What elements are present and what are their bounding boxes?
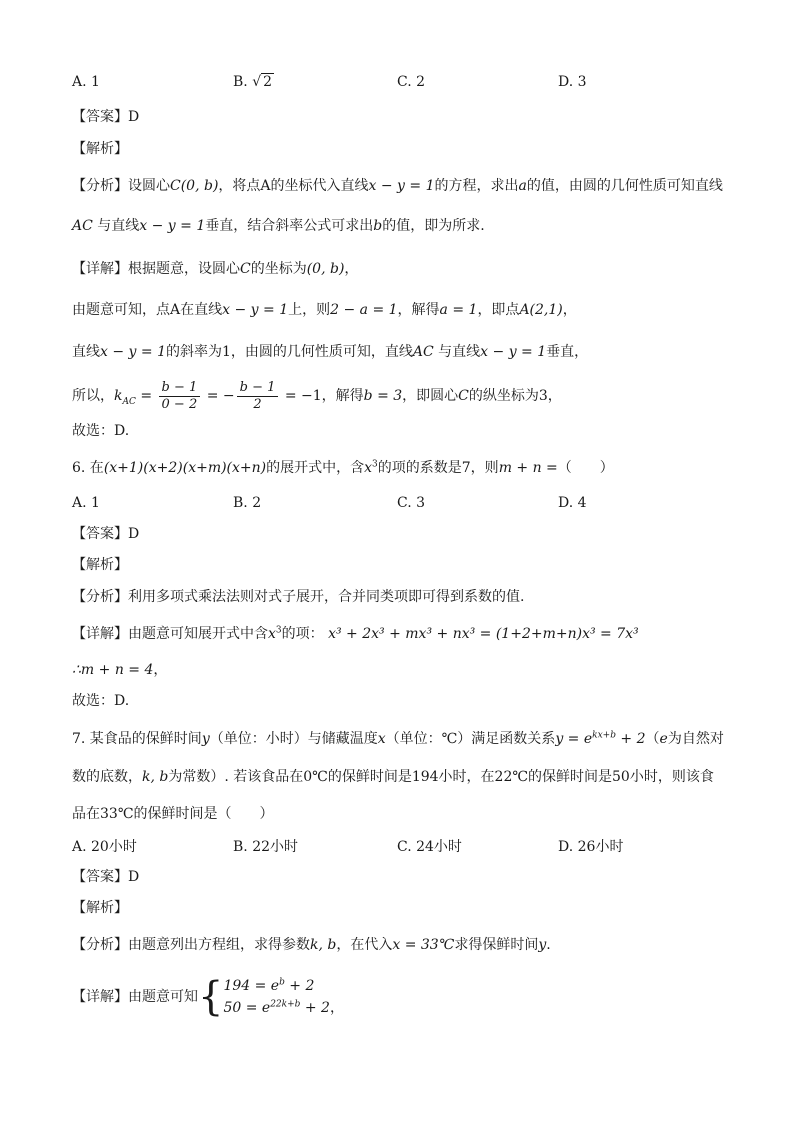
text: 上，则: [288, 302, 331, 318]
math: C: [458, 388, 469, 404]
equation-2: [223, 997, 344, 1019]
math: = −1: [280, 388, 322, 404]
math: a: [518, 178, 527, 194]
analysis-tag: 【解析】: [72, 900, 128, 916]
text: 垂直，: [546, 344, 589, 360]
text: 根据题意，设圆心: [128, 261, 240, 277]
math: x: [377, 731, 386, 747]
q6-answer: [72, 524, 724, 544]
math: x: [364, 460, 373, 476]
math: (0, b): [306, 261, 345, 277]
q6-fenxi: [72, 587, 724, 607]
text: 利用多项式乘法法则对式子展开，合并同类项即可得到系数的值.: [128, 589, 525, 605]
text: 由题意可知，点A在直线: [72, 302, 223, 318]
math: k, b: [142, 769, 169, 785]
text: ，: [562, 302, 577, 318]
q6-stem: [72, 458, 724, 478]
equation-system: [223, 975, 344, 1019]
text: ，即圆心: [402, 388, 459, 404]
q7-stem-line-1: [72, 729, 724, 749]
q7-option-d: D. 26小时: [558, 839, 624, 855]
q5-xiangjie-line-3: [72, 342, 724, 362]
q6-option-d: D. 4: [558, 495, 587, 511]
text: 的纵坐标为3，: [468, 388, 562, 404]
text: 为常数）. 若该食品在0℃的保鲜时间是194小时，在22℃的保鲜时间是50小时，则该食: [168, 769, 714, 785]
text: 的展开式中，含: [266, 460, 365, 476]
math: + 2: [615, 731, 646, 747]
math: y: [538, 937, 547, 953]
math: y = e: [555, 731, 593, 747]
text: 的项的系数是7，则: [377, 460, 499, 476]
text: 的方程，求出: [434, 178, 519, 194]
analysis-tag: 【解析】: [72, 557, 128, 573]
math: = −: [202, 388, 235, 404]
sqrt-radicand: 2: [263, 74, 273, 90]
text: 由题意列出方程组，求得参数: [128, 937, 310, 953]
math: x = 33℃: [392, 937, 455, 953]
answer-tag: 【答案】: [72, 526, 128, 542]
q6-option-c: C. 3: [397, 495, 426, 511]
math: 50 = e: [223, 1000, 271, 1016]
text: （单位：℃）满足函数关系: [385, 731, 556, 747]
q5-xiangjie-line-2: [72, 300, 724, 320]
math: b = 3: [363, 388, 403, 404]
fraction: [237, 380, 279, 413]
text: 的斜率为1，由圆的几何性质可知，直线: [165, 344, 413, 360]
fenxi-tag: 【分析】: [72, 178, 128, 194]
math: ∴m + n = 4: [72, 662, 154, 678]
equation-1: [223, 975, 344, 997]
q5-option-d: D. 3: [558, 74, 587, 90]
answer-tag: 【答案】: [72, 109, 128, 125]
text: ，: [329, 1000, 344, 1016]
text: .: [546, 937, 551, 953]
text: ，: [344, 261, 359, 277]
q5-option-c: C. 2: [397, 74, 426, 90]
q6-option-b: B. 2: [233, 495, 262, 511]
q5-option-b-prefix: B.: [233, 74, 253, 90]
text: 6. 在: [72, 460, 104, 476]
answer-tag: 【答案】: [72, 869, 128, 885]
math: x − y = 1: [222, 302, 289, 318]
text: ，: [153, 662, 168, 678]
fenxi-tag: 【分析】: [72, 937, 128, 953]
text: 的项：: [281, 626, 324, 642]
math: A(2,1): [519, 302, 563, 318]
xiangjie-tag: 【详解】: [72, 261, 128, 277]
q7-option-c: C. 24小时: [397, 839, 462, 855]
math: AC: [412, 344, 434, 360]
math-expression: x³ + 2x³ + mx³ + nx³ = (1+2+m+n)x³ = 7x³: [328, 626, 639, 642]
q5-xiangjie-line-4: [72, 378, 724, 414]
q5-conclusion: 故选：D.: [72, 423, 130, 439]
math: x − y = 1: [100, 344, 166, 360]
text: ，即点: [477, 302, 520, 318]
sqrt-symbol: √ 2: [252, 74, 273, 90]
q7-option-a: A. 20小时: [72, 839, 137, 855]
math: 2 − a = 1: [330, 302, 398, 318]
analysis-tag: 【解析】: [72, 141, 128, 157]
q7-stem-line-2: [72, 767, 724, 787]
answer-value: D: [128, 869, 140, 885]
math: x − y = 1: [139, 218, 206, 234]
answer-value: D: [128, 526, 140, 542]
left-brace: {: [198, 974, 224, 1020]
text: 由题意可知: [128, 989, 198, 1005]
math-superscript: 22k+b: [270, 999, 301, 1010]
math: (x+1)(x+2)(x+m)(x+n): [103, 460, 267, 476]
q5-fenxi-line-2: [72, 216, 724, 236]
text: （单位：小时）与储藏温度: [209, 731, 378, 747]
xiangjie-tag: 【详解】: [72, 626, 128, 642]
xiangjie-tag: 【详解】: [72, 989, 128, 1005]
q7-analysis-heading: [72, 898, 724, 918]
math: a = 1: [439, 302, 478, 318]
math: e: [659, 731, 668, 747]
q7-stem-line-3: 品在33℃的保鲜时间是（ ）: [72, 806, 274, 822]
math: k, b: [310, 937, 337, 953]
q7-option-b: B. 22小时: [233, 839, 299, 855]
math: AC: [72, 218, 93, 234]
math: x: [268, 626, 276, 642]
q7-xiangjie: [72, 972, 724, 1022]
math: x − y = 1: [480, 344, 547, 360]
text: ，在代入: [336, 937, 393, 953]
math: 194 = e: [223, 978, 280, 994]
q5-answer: [72, 107, 724, 127]
fraction-denominator: 0 − 2: [161, 396, 198, 412]
q5-analysis-heading: [72, 139, 724, 159]
fenxi-tag: 【分析】: [72, 589, 128, 605]
math: x − y = 1: [368, 178, 435, 194]
text: （ ）: [557, 460, 614, 476]
text: 的值，即为所求.: [382, 218, 485, 234]
math: C: [240, 261, 251, 277]
text: 由题意可知展开式中含: [128, 626, 268, 642]
q7-fenxi: [72, 935, 724, 955]
math: + 2: [284, 978, 315, 994]
math-superscript: 3: [372, 459, 378, 470]
fraction-denominator: 2: [253, 396, 262, 412]
q6-xiangjie-line-2: [72, 660, 724, 680]
math: k: [114, 388, 123, 404]
text: 的坐标为: [250, 261, 307, 277]
text: 垂直，结合斜率公式可求出: [205, 218, 374, 234]
text: ，解得: [397, 302, 440, 318]
text: 7. 某食品的保鲜时间: [72, 731, 202, 747]
text: 所以，: [72, 388, 114, 404]
math: C(0, b): [170, 178, 219, 194]
answer-value: D: [128, 109, 140, 125]
q7-answer: [72, 867, 724, 887]
text: ，解得: [321, 388, 364, 404]
math-subscript: AC: [122, 396, 136, 407]
math-superscript: b: [279, 977, 285, 988]
text: （: [645, 731, 660, 747]
fraction: [159, 380, 201, 413]
q5-option-b: [233, 72, 274, 92]
fraction-numerator: b − 1: [237, 380, 279, 397]
text: 直线: [72, 344, 100, 360]
q5-option-a: A. 1: [72, 74, 100, 90]
math-superscript: 3: [275, 625, 282, 636]
math: m + n =: [498, 460, 558, 476]
text: 为自然对: [667, 731, 724, 747]
q6-analysis-heading: [72, 555, 724, 575]
text: 数的底数，: [72, 769, 142, 785]
math: + 2: [300, 1000, 330, 1016]
q6-conclusion: 故选：D.: [72, 693, 130, 709]
text: 与直线: [97, 218, 140, 234]
math-superscript: kx+b: [592, 730, 616, 741]
text: 与直线: [438, 344, 481, 360]
q6-xiangjie: [72, 624, 724, 644]
fraction-numerator: b − 1: [159, 380, 201, 397]
text: 设圆心: [128, 178, 170, 194]
q5-xiangjie-line-1: [72, 259, 724, 279]
q6-option-a: A. 1: [72, 495, 100, 511]
math: =: [135, 388, 157, 404]
text: 的值，由圆的几何性质可知直线: [526, 178, 723, 194]
math: y: [201, 731, 210, 747]
math: b: [373, 218, 383, 234]
text: ，将点A的坐标代入直线: [218, 178, 369, 194]
text: 求得保鲜时间: [454, 937, 539, 953]
q5-fenxi-line-1: [72, 176, 724, 196]
